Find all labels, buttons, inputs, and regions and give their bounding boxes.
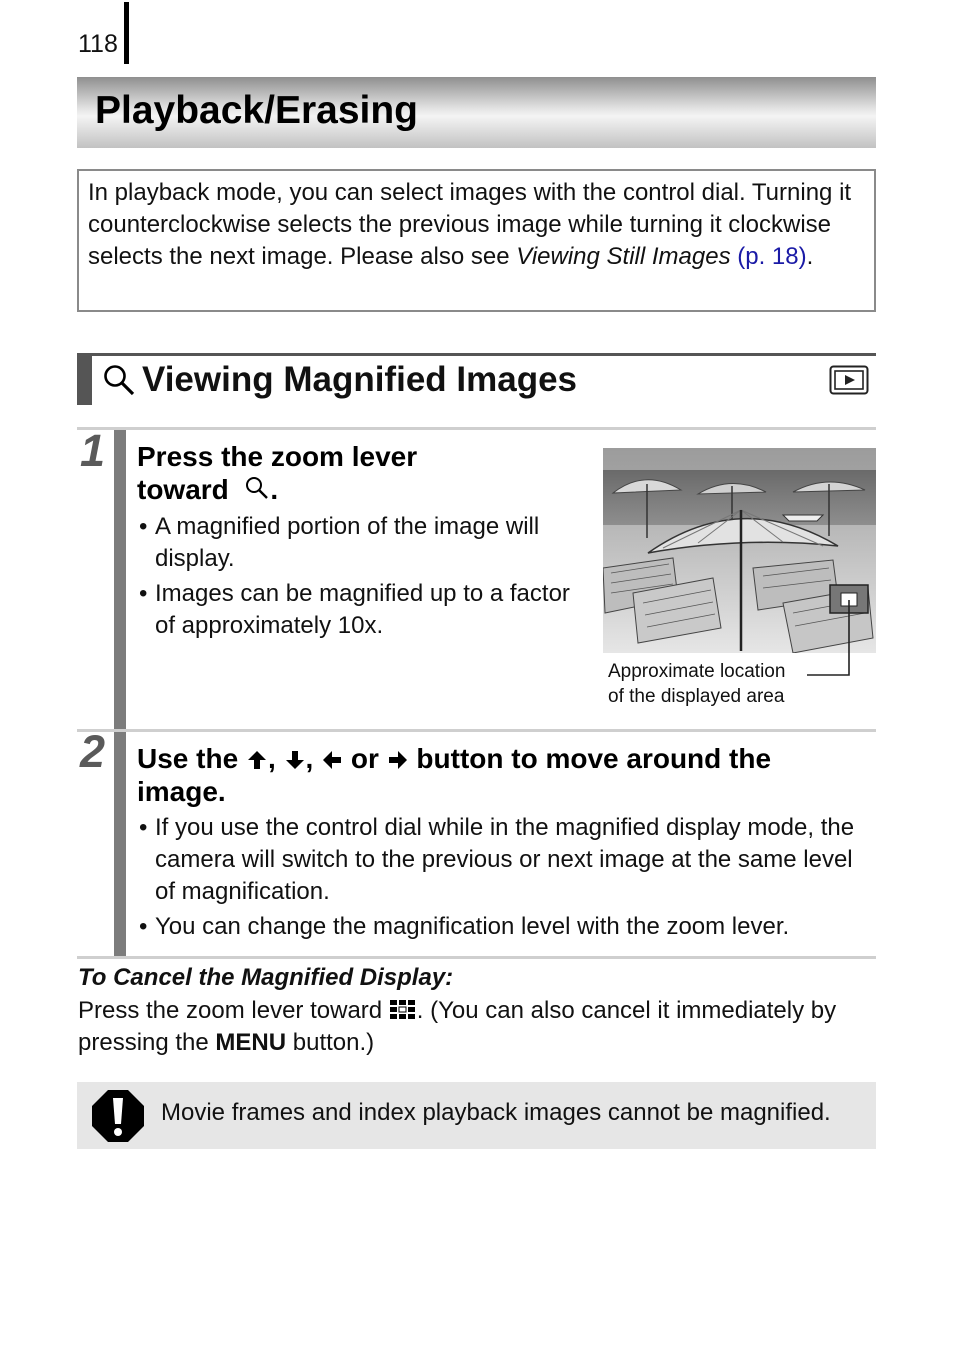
section-title: Viewing Magnified Images [142, 360, 578, 399]
step2-heading-comma2: , [305, 743, 314, 774]
cancel-text-1: Press the zoom lever toward [78, 997, 383, 1024]
section-marker [77, 355, 92, 405]
cancel-heading: To Cancel the Magnified Display: [78, 964, 454, 991]
list-item: • If you use the control dial while in the magnified display mode, the camera will switch to the previous or next image at the same level of magnification. [137, 812, 872, 908]
step1-heading-end: . [270, 474, 279, 505]
left-arrow-icon [321, 749, 343, 771]
down-arrow-icon [284, 749, 306, 771]
steps-bottom-rule [77, 956, 876, 959]
intro-box [77, 169, 876, 312]
step1-number: 1 [80, 425, 106, 476]
step2-number: 2 [80, 726, 106, 777]
up-arrow-icon [246, 749, 268, 771]
step1-heading-toward: toward [137, 474, 229, 505]
list-item: • Images can be magnified up to a factor of approximately 10x. [137, 578, 577, 642]
step2-heading-rest: button to move around the image. [137, 743, 772, 807]
caption-leader-line [800, 600, 860, 680]
section-heading [102, 360, 577, 400]
step1-heading-line1: Press the zoom lever [137, 441, 418, 472]
step2-heading-use: Use the [137, 743, 239, 774]
chapter-title: Playback/Erasing [95, 89, 419, 132]
section-rule [77, 353, 876, 356]
step2-bar [114, 732, 126, 956]
intro-text [88, 177, 868, 273]
cancel-text-2: . (You can also cancel it immediately by pressing the [78, 997, 837, 1056]
right-arrow-icon [387, 749, 409, 771]
page-link[interactable]: (p. 18) [737, 243, 807, 270]
photo-caption [608, 659, 785, 709]
caution-icon [90, 1088, 146, 1144]
step1-bullets [137, 511, 577, 645]
step2-heading [137, 742, 867, 808]
intro-text-main: In playback mode, you can select images with the control dial. Turning it counterclockwise selects the previous image while turning it clockwise selects the next image. Please also see [88, 179, 852, 270]
note-text: Movie frames and index playback images cannot be magnified. [161, 1099, 831, 1126]
list-item: • A magnified portion of the image will display. [137, 511, 577, 575]
step2-rule [77, 729, 876, 732]
caption-line1: Approximate location [608, 661, 786, 682]
page-number: 118 [78, 30, 118, 58]
step2-heading-comma1: , [267, 743, 276, 774]
cancel-text [78, 995, 878, 1059]
zoom-tele-icon [244, 475, 270, 501]
intro-reference: Viewing Still Images [516, 243, 731, 270]
step2-heading-or: or [350, 743, 379, 774]
page-number-bar [124, 2, 129, 64]
step1-bar [114, 430, 126, 729]
list-item: • You can change the magnification level with the zoom lever. [137, 911, 872, 943]
step2-bullets [137, 812, 872, 946]
intro-text-end: . [806, 243, 814, 270]
playback-mode-icon [829, 365, 869, 395]
menu-button-label: MENU [215, 1029, 287, 1056]
caution-note [77, 1082, 876, 1149]
step1-heading-line2 [137, 473, 417, 506]
cancel-text-3: button.) [286, 1029, 375, 1056]
chapter-title-bar [77, 77, 876, 148]
magnify-icon [102, 363, 136, 397]
index-wide-icon [389, 999, 417, 1021]
caption-line2: of the displayed area [608, 686, 785, 707]
step1-rule [77, 427, 876, 430]
step1-heading [137, 440, 417, 506]
